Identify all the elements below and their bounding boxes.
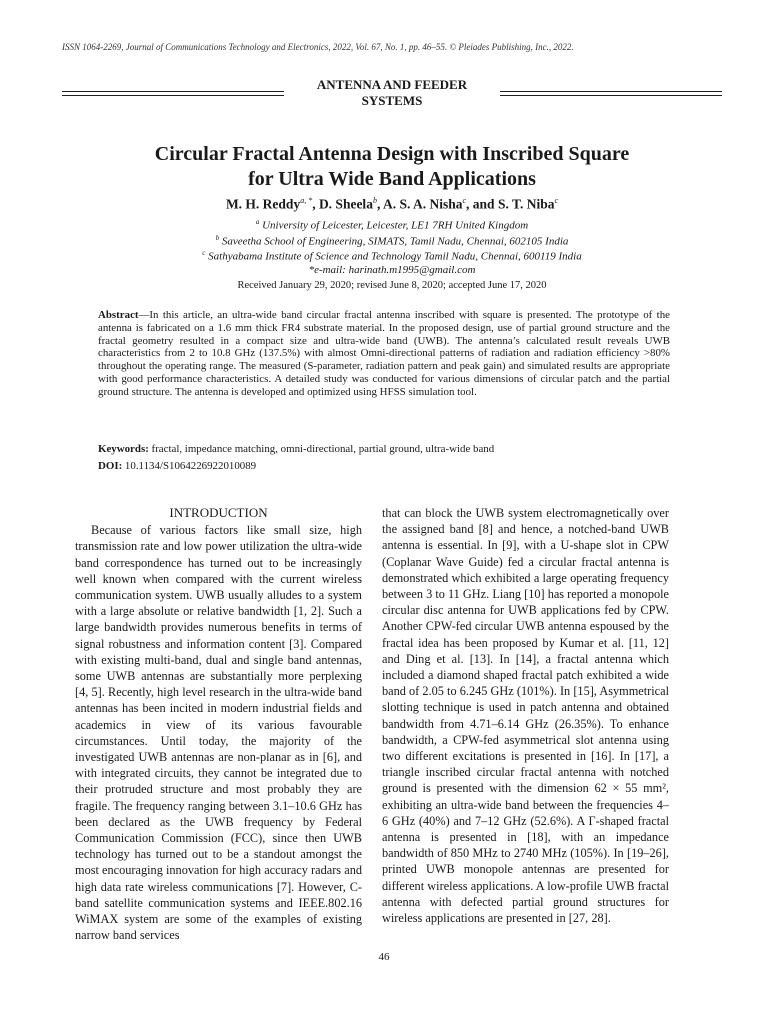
body-column-left — [75, 505, 362, 943]
received-dates: Received January 29, 2020; revised June 8, 2020; accepted June 17, 2020 — [237, 280, 547, 291]
affiliation-text: Sathyabama Institute of Science and Technology Tamil Nadu, Chennai, 600119 India — [208, 250, 582, 263]
section-label — [284, 77, 500, 109]
abstract — [98, 309, 670, 399]
body-paragraph: Because of various factors like small size, high transmission rate and low power utilization the ultra-wide band correspondence has turned out to be increasingly well known when compared with the current wireless communication system. UWB usually alludes to a system with a large absolute or relative bandwidth [1, 2]. Such a large bandwidth provides numerous benefits in terms of signal robustness and information content [3]. Compared with existing multi-band, dual and single band antennas, some UWB antennas are substantially more perplexing [4, 5]. Recently, high level research in the ultra-wide band antennas has been incited in modern industrial fields and academics in view of its various favourable circumstances. Until today, the majority of the investigated UWB antennas are non-planar as in [6], and with integrated circuits, they cannot be integrated due to their protruded structure and most probably they are fragile. The frequency ranging between 3.1–10.6 GHz has been declared as the UWB frequency by Federal Communication Commission (FCC), since then UWB technology has turned out to be a standout amongst the most encouraging innovation for high accuracy radars and high data rate wireless communications [7]. However, C-band satellite communication systems and IEEE.802.16 WiMAX system are some of the examples of existing narrow band services — [75, 523, 362, 943]
affiliation — [62, 234, 722, 248]
body-column-right — [382, 505, 669, 926]
author-name: S. T. Niba — [497, 196, 555, 212]
author-sup: b — [372, 196, 377, 205]
author-name: A. S. A. Nisha — [382, 196, 463, 212]
affiliation-sup: a — [255, 218, 260, 226]
affiliation-text: University of Leicester, Leicester, LE1 7RH United Kingdom — [262, 219, 529, 232]
keywords-text: fractal, impedance matching, omni-directional, partial ground, ultra-wide band — [148, 443, 495, 455]
doi-label: DOI: — [98, 460, 123, 472]
author-sup: c — [462, 196, 467, 205]
section-label-line1: ANTENNA AND FEEDER — [316, 77, 468, 92]
author-sup: c — [554, 196, 559, 205]
section-heading — [62, 77, 722, 111]
introduction-heading: INTRODUCTION — [169, 505, 268, 520]
doi-text: 10.1134/S1064226922010089 — [122, 460, 257, 472]
keywords — [98, 443, 670, 455]
author-name: D. Sheela — [318, 196, 373, 212]
abstract-label: Abstract — [98, 309, 139, 321]
section-rule-left — [62, 91, 284, 96]
abstract-text: —In this article, an ultra-wide band circular fractal antenna inscribed with square is presented. The prototype of the antenna is fabricated on a 1.6 mm thick FR4 substrate material. In the proposed design, use of partial ground structure and the fractal geometry resulted in a compact size and ultra-wide band (UWB). The antenna’s calculated result reveals UWB characteristics from 2 to 10.8 GHz (137.5%) with almost Omni-directional patterns of radiation and radiation efficiency >80% throughout the operating range. The measured (S-parameter, radiation pattern and peak gain) and simulated results are appropriate with good performance characteristics. A detailed study was conducted for various dimensions of circular patch and the partial ground structure. The antenna is developed and optimized using HFSS simulation tool. — [98, 309, 670, 398]
paper-title-line2: for Ultra Wide Band Applications — [248, 168, 536, 190]
author-sup: a, * — [300, 196, 313, 205]
affiliation-sup: c — [202, 249, 206, 257]
affiliation — [62, 249, 722, 263]
paper-title — [62, 142, 722, 192]
author-email: *e-mail: harinath.m1995@gmail.com — [308, 264, 476, 276]
keywords-label: Keywords: — [98, 443, 149, 455]
affiliation — [62, 218, 722, 232]
affiliation-sup: b — [215, 234, 220, 242]
doi — [98, 460, 670, 472]
journal-citation: ISSN 1064-2269, Journal of Communications Technology and Electronics, 2022, Vol. 67, No. 1, pp. 46–55. © Pleiades Publishing, Inc., 2022. — [62, 42, 574, 52]
page-number: 46 — [378, 951, 390, 963]
author-list: M. H. Reddy$^{a, *}$, D. Sheela$^b$, A. S. A. Nisha$^c$, and S. T. Niba$^c$ — [225, 196, 559, 212]
affiliation-text: Saveetha School of Engineering, SIMATS, Tamil Nadu, Chennai, 602105 India — [221, 235, 569, 248]
author-name: M. H. Reddy — [225, 196, 301, 212]
section-label-line2: SYSTEMS — [361, 93, 423, 108]
body-paragraph: that can block the UWB system electromagnetically over the assigned band [8] and hence, a notched-band UWB antenna is essential. In [9], with a U-shape slot in CPW (Coplanar Wave Guide) fed a circular fractal antenna is demonstrated which exhibited a large operating frequency between 3 to 11 GHz. Liang [10] has reported a monopole circular disc antenna for UWB applications fed by CPW. Another CPW-fed circular UWB antenna espoused by the fractal idea has been proposed by Kumar et al. [11, 12] and Ding et al. [13]. In [14], a fractal antenna which included a diamond shaped fractal patch exhibited a wide band of 2.05 to 6.245 GHz (101%). In [15], Asymmetrical slotting technique is used in patch antenna and obtained bandwidth from 4.71–6.14 GHz (26.35%). To enhance bandwidth, a CPW-fed asymmetrical slot antenna using two different excitations is presented in [16]. In [17], a triangle inscribed circular fractal antenna with notched ground is presented with the dimension 62 × 55 mm², exhibiting an ultra-wide band between the frequencies 4–6 GHz (40%) and 7–12 GHz (52.6%). A Γ-shaped fractal antenna is presented in [18], with an impedance bandwidth of 850 MHz to 2740 MHz (105%). In [19–26], printed UWB monopole antennas are presented for different wireless applications. A low-profile UWB fractal antenna with defected partial ground structures for wireless applications are presented in [27, 28]. — [382, 506, 669, 926]
paper-title-line1: Circular Fractal Antenna Design with Inscribed Square — [154, 143, 630, 165]
section-rule-right — [500, 91, 722, 96]
